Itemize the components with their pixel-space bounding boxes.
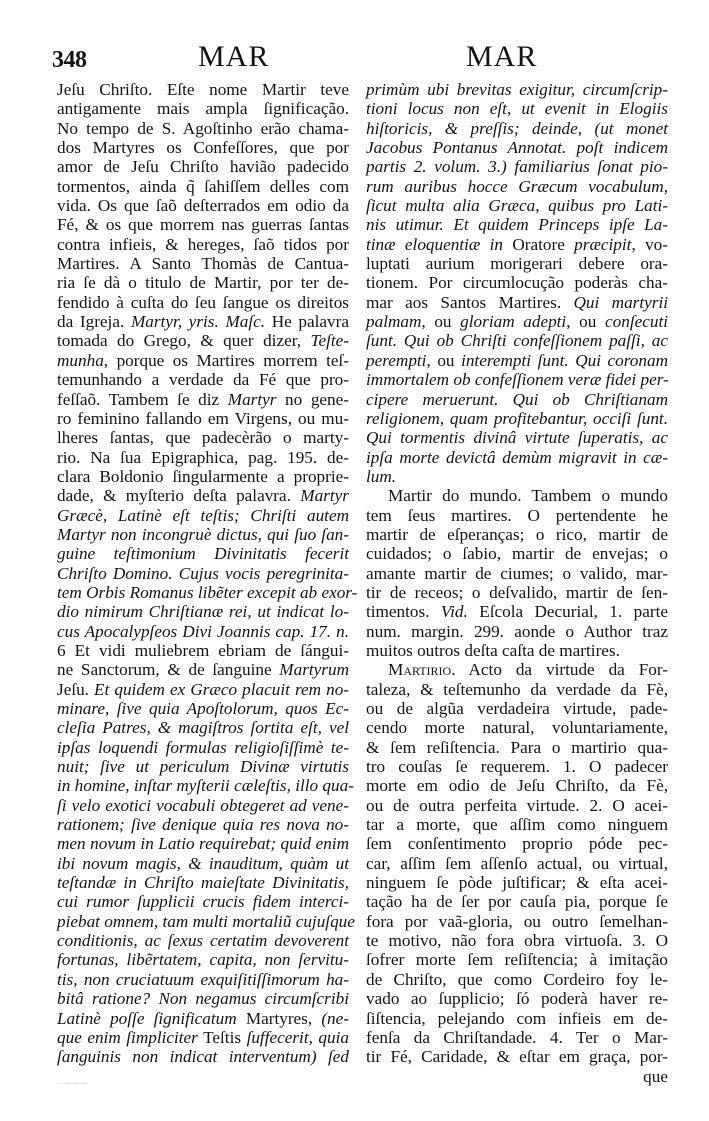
text-line bbox=[57, 950, 349, 969]
text-line bbox=[57, 157, 349, 176]
text-line bbox=[57, 467, 349, 486]
text-line bbox=[366, 254, 668, 273]
text-segment: ibi novum magis, & inauditum, quàm ut bbox=[57, 853, 349, 873]
text-line bbox=[366, 273, 668, 292]
text-segment: interempti ſunt. Qui coronam bbox=[461, 350, 669, 370]
text-segment: primùm ubi brevitas exigitur, circumſcrip- bbox=[366, 80, 668, 99]
text-segment: tação ha de ſer por cauſa pia, porque ſe bbox=[366, 892, 668, 912]
text-segment: da Igreja. bbox=[57, 312, 131, 332]
text-line bbox=[366, 1047, 668, 1066]
text-segment: morte em odio de Jeſu Chriſto, da Fè, bbox=[366, 776, 668, 796]
text-line bbox=[57, 99, 349, 118]
text-line bbox=[366, 931, 668, 950]
text-segment: dio nimirum Chriſtianæ rei, ut indicat lo- bbox=[57, 602, 349, 622]
text-line bbox=[366, 467, 668, 486]
text-segment: nuit; ſive ut periculum Divinæ virtutis bbox=[57, 757, 349, 777]
text-line bbox=[57, 970, 349, 989]
text-line bbox=[366, 602, 668, 621]
right-column bbox=[366, 80, 668, 1086]
text-segment: martir de eſperanças; o rico, martir de bbox=[366, 524, 668, 544]
text-segment: rum auribus hocce Græcum vocabulum, bbox=[366, 176, 668, 196]
text-segment: Teſte- bbox=[310, 331, 349, 351]
text-line bbox=[57, 351, 349, 370]
text-segment: 6 Et vidi muliebrem ebriam de ſángui- bbox=[57, 640, 349, 660]
text-line bbox=[57, 660, 349, 679]
text-line bbox=[366, 738, 668, 757]
text-line bbox=[57, 80, 349, 99]
text-segment: tir Fé, Caridade, & eſtar em graça, por- bbox=[366, 1047, 668, 1067]
text-segment: Jacobus Pontanus Annotat. poſt indicem bbox=[366, 138, 668, 158]
text-segment: Oratore bbox=[503, 234, 575, 254]
text-line bbox=[366, 912, 668, 931]
text-line bbox=[366, 119, 668, 138]
text-segment: Græcè, Latinè eſt teſtis; Chriſti autem bbox=[57, 505, 349, 525]
text-line bbox=[57, 448, 349, 467]
text-segment: dade, & myſterio deſta palavra. bbox=[57, 486, 301, 506]
text-line bbox=[366, 970, 668, 989]
text-segment: ſanguinis non indicat interventum) ſed bbox=[57, 1047, 349, 1067]
text-line bbox=[57, 815, 349, 834]
text-segment: ipſa morte devictâ demùm migravit in cæ- bbox=[366, 447, 668, 467]
text-segment: fendido à cuſta do ſeu ſangue os direitos bbox=[57, 292, 349, 312]
text-line bbox=[366, 583, 668, 602]
text-segment: in homine, inſtar myſterii cæleſtis, illo qua- bbox=[57, 776, 354, 796]
text-segment: Qui tormentis divinâ virtute ſuperatis, ac bbox=[366, 428, 668, 448]
catchword bbox=[366, 1067, 668, 1086]
text-segment: Martyr bbox=[227, 389, 277, 409]
text-segment: Vid. bbox=[440, 602, 468, 622]
text-segment: & ſem reſiſtencia. Para o martirio qua- bbox=[366, 737, 668, 757]
text-segment: ro feminino fallando em Virgens, ou mu- bbox=[57, 408, 349, 428]
text-segment: Martyr, yris. Maſc. bbox=[130, 312, 266, 332]
text-segment: lum. bbox=[366, 466, 397, 486]
text-segment: conditionis, ac ſexus certatim devoverent bbox=[57, 931, 349, 951]
text-segment: , ou bbox=[421, 312, 461, 332]
text-line bbox=[366, 351, 668, 370]
text-line bbox=[57, 409, 349, 428]
text-line bbox=[366, 80, 668, 99]
text-segment: num. margin. 299. aonde o Author traz bbox=[366, 621, 668, 641]
text-line bbox=[57, 641, 349, 660]
text-line bbox=[366, 312, 668, 331]
text-line bbox=[57, 138, 349, 157]
running-head-right: MAR bbox=[466, 40, 538, 73]
text-line bbox=[57, 757, 349, 776]
text-segment: que enim ſimpliciter bbox=[57, 1027, 198, 1047]
text-segment: nis utimur. Et quidem Princeps ipſe La- bbox=[366, 215, 668, 235]
text-segment: ſunt. Qui ob Chriſti confeſſionem paſſi, ac bbox=[366, 331, 668, 351]
text-segment: tem ſeus martires. O pertendente he bbox=[366, 505, 668, 525]
text-line bbox=[366, 1009, 668, 1028]
text-line bbox=[57, 738, 349, 757]
text-line bbox=[366, 506, 668, 525]
text-line bbox=[366, 660, 668, 679]
text-segment: Eſcola Decurial, 1. parte bbox=[467, 602, 669, 622]
text-segment: Acto da virtude da For- bbox=[455, 660, 668, 680]
text-line bbox=[366, 757, 668, 776]
text-segment: temunhando a verdade da Fé que pro- bbox=[57, 370, 349, 390]
text-segment: Jeſu. bbox=[57, 679, 95, 699]
text-line bbox=[57, 235, 349, 254]
text-line bbox=[57, 873, 349, 892]
text-line bbox=[57, 622, 349, 641]
text-line bbox=[57, 989, 349, 1008]
text-segment: feſſaõ. Tambem ſe diz bbox=[57, 389, 228, 409]
text-line bbox=[366, 854, 668, 873]
text-segment: ninguem ſe pòde juſtificar; & eſta acei- bbox=[366, 873, 668, 893]
text-line bbox=[366, 428, 668, 447]
text-segment: ſofrer morte ſem reſiſtencia; à imitação bbox=[366, 950, 668, 970]
text-segment: tir de receos; o deſvalido, martir de ſen- bbox=[366, 582, 668, 602]
text-line bbox=[57, 215, 349, 234]
text-line bbox=[366, 699, 668, 718]
text-line bbox=[57, 506, 349, 525]
text-line bbox=[366, 873, 668, 892]
text-line bbox=[57, 582, 358, 602]
text-line bbox=[366, 796, 668, 815]
text-segment: tormentos, ainda q̃ ſahiſſem delles com bbox=[57, 176, 349, 196]
text-segment: Jeſu Chriſto. Eſte nome Martir teve bbox=[57, 80, 349, 99]
text-segment: rio. Na ſua Epigraphica, pag. 195. de- bbox=[57, 447, 349, 467]
text-line bbox=[57, 254, 349, 273]
print-smudge bbox=[57, 1073, 87, 1084]
text-line bbox=[57, 293, 349, 312]
text-segment: luptati aurium morigerari debere ora- bbox=[366, 254, 668, 274]
text-segment: te motivo, não fora obra virtuoſa. 3. O bbox=[366, 931, 668, 951]
text-line bbox=[57, 428, 349, 447]
text-segment: antigamente mais ampla ſignificação. bbox=[57, 99, 349, 119]
text-segment: ria ſe dà o titulo de Martir, por ter de- bbox=[57, 273, 349, 293]
text-segment: , ou bbox=[566, 312, 605, 332]
text-line bbox=[366, 680, 668, 699]
text-segment: tioni locus non eſt, ut evenit in Elogiis bbox=[366, 99, 668, 119]
text-segment: cuidados; o ſabio, martir de envejas; o bbox=[366, 544, 668, 564]
text-segment: fortunas, libẽrtatem, capita, non ſervitu- bbox=[57, 950, 349, 970]
text-segment: gloriam adepti bbox=[460, 312, 567, 332]
text-line bbox=[366, 834, 668, 853]
text-segment: immortalem ob confeſſionem veræ fidei per- bbox=[366, 370, 669, 390]
text-segment: cipere meruerunt. Qui ob Chriſtianam bbox=[366, 389, 668, 409]
text-segment: ſicut multa alia Græca, quibus pro Lati- bbox=[366, 196, 668, 216]
text-line bbox=[57, 1009, 349, 1028]
text-segment: que bbox=[643, 1066, 668, 1086]
text-segment: tinæ eloquentiæ in bbox=[366, 234, 504, 254]
text-line bbox=[57, 602, 349, 621]
text-line bbox=[366, 544, 668, 563]
text-segment: ſiſtencia, pelejando com infieis em de- bbox=[366, 1008, 668, 1028]
text-segment: Martir do mundo. Tambem o mundo bbox=[388, 486, 668, 506]
text-segment: Martyr non incongruè dictus, qui ſuo ſan- bbox=[57, 524, 349, 544]
text-line bbox=[57, 776, 354, 796]
text-segment: car, aſſim ſem aſſenſo actual, ou virtual, bbox=[366, 853, 668, 873]
text-segment: Chriſto Domino. Cujus vocis peregrinita- bbox=[57, 563, 349, 583]
text-segment: palmam bbox=[366, 312, 422, 332]
text-segment: ſem conſentimento proprio póde pec- bbox=[366, 834, 668, 854]
text-line bbox=[57, 892, 349, 911]
text-segment: No tempo de S. Agoſtinho erão chama- bbox=[57, 118, 349, 138]
text-line bbox=[366, 99, 668, 118]
text-segment: ſuffecerit, quia bbox=[246, 1027, 349, 1047]
text-line bbox=[57, 273, 349, 292]
text-line bbox=[366, 235, 668, 254]
text-line bbox=[57, 854, 349, 873]
text-line bbox=[57, 370, 349, 389]
text-line bbox=[366, 409, 668, 428]
text-segment: piebat omnem, tam multi mortaliũ cujuſque bbox=[57, 911, 355, 931]
text-segment: ſi velo exotici vocabuli obtegeret ad vene- bbox=[57, 795, 349, 815]
text-segment: timentos. bbox=[366, 602, 441, 622]
text-segment: perempti bbox=[366, 350, 427, 370]
text-segment: Fé, & os que morrem nas guerras ſantas bbox=[57, 215, 349, 235]
text-line bbox=[366, 950, 668, 969]
text-segment: rationem; ſive denique quia res nova no- bbox=[57, 815, 349, 835]
text-line bbox=[57, 699, 349, 718]
text-segment: , vo- bbox=[631, 234, 668, 254]
text-line bbox=[366, 641, 668, 660]
text-line bbox=[366, 525, 668, 544]
text-segment: Martyr bbox=[300, 486, 349, 506]
text-segment: ne Sanctorum, & de ſanguine bbox=[57, 660, 280, 680]
text-line bbox=[366, 293, 668, 312]
text-segment: , ou bbox=[426, 350, 462, 370]
text-line bbox=[57, 931, 349, 950]
text-line bbox=[57, 390, 349, 409]
text-segment: conſecuti bbox=[605, 312, 668, 332]
text-segment: cus Apocalypſeos Divi Joannis cap. 17. n. bbox=[57, 621, 349, 641]
text-segment: no gene- bbox=[276, 389, 350, 409]
text-line bbox=[57, 680, 349, 699]
text-line bbox=[366, 138, 668, 157]
text-segment: dos Martyres os Confeſſores, que por bbox=[57, 138, 349, 158]
text-line bbox=[57, 486, 349, 505]
text-line bbox=[366, 622, 668, 641]
text-line bbox=[57, 1028, 349, 1047]
text-segment: teſtandæ in Chriſto maieſtate Divinitatis, bbox=[57, 873, 349, 893]
text-segment: vida. Os que ſaõ deſterrados em odio da bbox=[57, 196, 349, 216]
text-segment: tomada do Grego, & quer dizer, bbox=[57, 331, 311, 351]
text-line bbox=[57, 718, 349, 737]
text-segment: ou de outra perfeita virtude. 2. O acei- bbox=[366, 795, 668, 815]
text-segment: hiſtoricis, & preſſis; deinde, (ut monet bbox=[366, 118, 668, 138]
text-line bbox=[366, 718, 668, 737]
text-segment: Martyrum bbox=[279, 660, 349, 680]
text-segment: amor de Jeſu Chriſto havião padecido bbox=[57, 157, 349, 177]
text-segment: religionem, quam profitebantur, occiſi ſunt. bbox=[366, 408, 668, 428]
text-segment: præcipit bbox=[574, 234, 632, 254]
text-segment: taleza, & teſtemunho da verdade da Fè, bbox=[366, 679, 668, 699]
text-line bbox=[366, 390, 668, 409]
text-segment: fenſa da Chriſtandade. 4. Ter o Mar- bbox=[366, 1027, 668, 1047]
text-line bbox=[366, 177, 668, 196]
text-segment: Et quidem ex Græco placuit rem no- bbox=[94, 679, 350, 699]
text-line bbox=[366, 215, 668, 234]
text-segment: men novum in Latio requirebat; quid enim bbox=[57, 834, 349, 854]
text-segment: He palavra bbox=[265, 312, 349, 332]
text-segment: muitos outros deſta caſta de martires. bbox=[366, 640, 620, 660]
text-line bbox=[57, 196, 349, 215]
text-segment: tem Orbis Romanus libẽter excepit ab exor- bbox=[57, 582, 358, 602]
text-segment: tar a morte, que aſſim como ninguem bbox=[366, 815, 668, 835]
text-segment: Qui martyrii bbox=[573, 292, 668, 312]
text-segment: cui rumor ſupplicii crucis fidem interci- bbox=[57, 892, 349, 912]
text-line bbox=[57, 177, 349, 196]
text-segment: Latinè poſſe ſignificatum bbox=[57, 1008, 237, 1028]
text-segment: Martyres, bbox=[236, 1008, 322, 1028]
page-number: 348 bbox=[52, 47, 87, 73]
text-line bbox=[57, 796, 349, 815]
text-line bbox=[57, 911, 355, 931]
text-segment: amante martir de ciumes; o valido, mar- bbox=[366, 563, 668, 583]
text-line bbox=[366, 331, 668, 350]
text-segment: bitâ ratione? Non negamus circumſcribi bbox=[57, 989, 349, 1009]
text-segment: lheres ſantas, que padecèrão o marty- bbox=[57, 428, 349, 448]
text-segment: ipſas loquendi formulas religioſiſſimè te- bbox=[57, 737, 349, 757]
text-line bbox=[57, 525, 349, 544]
running-head-left: MAR bbox=[198, 40, 270, 73]
text-line bbox=[366, 776, 668, 795]
text-segment: tis, non cruciatuum exquiſitiſſimorum ha- bbox=[57, 969, 349, 989]
text-segment: Martires. A Santo Thomàs de Cantua- bbox=[57, 254, 349, 274]
text-line bbox=[57, 834, 349, 853]
text-segment: guine teſtimonium Divinitatis fecerit bbox=[57, 544, 349, 564]
text-segment: de Chriſto, que como Cordeiro foy le- bbox=[366, 969, 668, 989]
text-segment: cendo morte natural, voluntariamente, bbox=[366, 718, 668, 738]
text-segment: contra infieis, & hereges, ſaõ tidos por bbox=[57, 234, 349, 254]
text-line bbox=[57, 331, 349, 350]
text-line bbox=[57, 1047, 349, 1066]
text-line bbox=[57, 544, 349, 563]
text-line bbox=[366, 157, 668, 176]
entry-headword: Martirio. bbox=[388, 660, 456, 680]
left-column bbox=[57, 80, 358, 1067]
text-line bbox=[366, 370, 668, 389]
text-segment: , porque os Martires morrem teſ- bbox=[103, 350, 349, 370]
text-segment: vado ao ſupplicio; ſó poderà haver re- bbox=[366, 989, 668, 1009]
text-line bbox=[57, 564, 349, 583]
text-line bbox=[366, 815, 668, 834]
text-segment: (ne- bbox=[321, 1008, 349, 1028]
text-segment: tionem. Por circumlocução poderàs cha- bbox=[366, 273, 668, 293]
text-line bbox=[366, 448, 668, 467]
text-segment: cleſia Patres, & magiſtros ſortita eſt, vel bbox=[57, 718, 349, 738]
text-line bbox=[366, 892, 668, 911]
text-line bbox=[57, 119, 349, 138]
text-segment: munha bbox=[57, 350, 104, 370]
text-line bbox=[366, 564, 668, 583]
text-segment: mar aos Santos Martires. bbox=[366, 292, 574, 312]
text-line bbox=[57, 312, 349, 331]
text-line bbox=[366, 1028, 668, 1047]
text-line bbox=[366, 486, 668, 505]
text-segment: fora por vaã-gloria, ou outro ſemelhan- bbox=[366, 911, 668, 931]
text-segment: partis 2. volum. 3.) familiarius ſonat pio- bbox=[366, 157, 668, 177]
text-segment: Teſtis bbox=[197, 1027, 247, 1047]
text-segment: minare, ſive quia Apoſtolorum, quos Ec- bbox=[57, 699, 349, 718]
text-segment: tro couſas ſe requerem. 1. O padecer bbox=[366, 757, 668, 777]
text-segment: clara Boldonio ſingularmente a proprie- bbox=[57, 466, 349, 486]
text-line bbox=[366, 989, 668, 1008]
text-line bbox=[366, 196, 668, 215]
text-segment: ou de algũa verdadeira virtude, pade- bbox=[366, 699, 668, 718]
